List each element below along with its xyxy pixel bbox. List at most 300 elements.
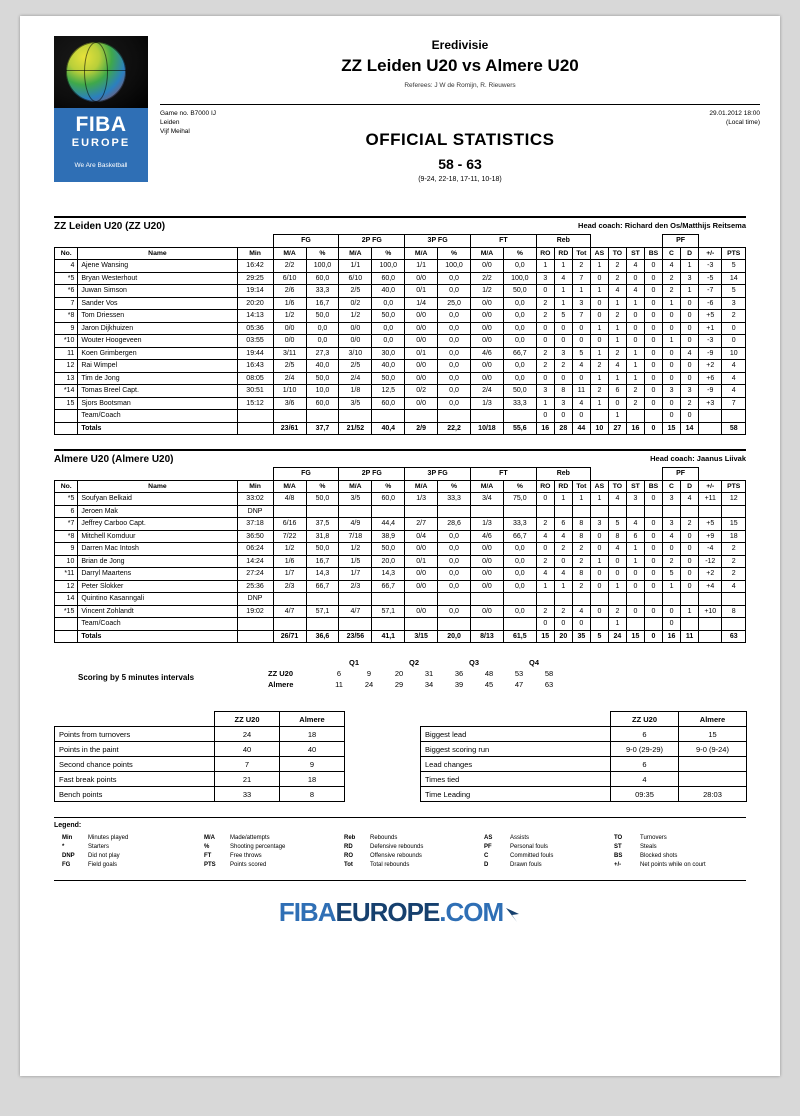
- stat-cell: 33,3: [503, 518, 536, 531]
- stat-cell: 2: [722, 310, 746, 323]
- legend-desc: Points scored: [230, 862, 267, 868]
- stat-cell: [372, 593, 405, 606]
- stat-cell: 0: [644, 347, 662, 360]
- interval-value: 36: [454, 669, 464, 678]
- table-row: [55, 727, 345, 742]
- stat-label: Biggest scoring run: [421, 742, 611, 757]
- footer-com: .COM: [439, 897, 504, 927]
- stat-cell: 0: [536, 410, 554, 423]
- stat-cell: 0: [572, 322, 590, 335]
- stat-cell: 0: [681, 580, 699, 593]
- player-number: [55, 618, 78, 631]
- stat-cell: 4/6: [471, 347, 504, 360]
- home-team-section: [54, 216, 746, 435]
- stat-cell: 0/0: [405, 397, 438, 410]
- stat-cell: 3: [536, 385, 554, 398]
- stat-cell: 05:36: [237, 322, 273, 335]
- legend-desc: Made/attempts: [230, 835, 270, 841]
- stat-cell: 03:55: [237, 335, 273, 348]
- stat-cell: 0: [626, 335, 644, 348]
- stat-cell: 1: [554, 285, 572, 298]
- stat-cell: 0: [663, 360, 681, 373]
- stat-cell: 3: [681, 385, 699, 398]
- referees-line: Referees: J W de Romijn, R. Rieuwers: [404, 82, 516, 89]
- group-fg: FG: [273, 235, 339, 248]
- totals-cell: 20: [554, 630, 572, 643]
- stat-cell: 0: [536, 543, 554, 556]
- player-name: Bryan Westerhout: [78, 272, 237, 285]
- table-row: [55, 397, 746, 410]
- group-reb: Reb: [536, 235, 590, 248]
- stat-cell: 2: [608, 347, 626, 360]
- player-name: Brian de Jong: [78, 555, 237, 568]
- stat-cell: 2: [681, 518, 699, 531]
- game-venue: Vijf Meihal: [160, 128, 190, 135]
- stat-cell: 40,0: [372, 285, 405, 298]
- stat-cell: 0: [608, 397, 626, 410]
- stat-cell: 2: [554, 605, 572, 618]
- table-row: [421, 727, 747, 742]
- stat-cell: 1/6: [273, 555, 306, 568]
- legend-entry: [62, 834, 128, 843]
- stat-cell: 0: [590, 310, 608, 323]
- legend-key: BS: [614, 853, 623, 859]
- totals-cell: 40,4: [372, 422, 405, 435]
- stat-cell: 1: [590, 555, 608, 568]
- totals-cell: 35: [572, 630, 590, 643]
- stat-value: 18: [280, 772, 345, 787]
- away-team-header: [54, 449, 746, 465]
- legend-entry: [484, 843, 553, 852]
- stat-cell: 1/2: [273, 310, 306, 323]
- legend-entry: [344, 843, 423, 852]
- stat-cell: 0/0: [471, 568, 504, 581]
- stat-cell: 1/2: [339, 543, 372, 556]
- stat-cell: 0/1: [405, 285, 438, 298]
- stat-cell: 0: [681, 555, 699, 568]
- totals-cell: 23/56: [339, 630, 372, 643]
- stat-cell: 4: [722, 580, 746, 593]
- col-ft-pct: %: [503, 480, 536, 493]
- stat-cell: 31,8: [306, 530, 339, 543]
- totals-cell: 55,6: [503, 422, 536, 435]
- legend-desc: Field goals: [88, 862, 118, 868]
- team-comparison-left: [54, 711, 344, 802]
- legend-column-5: [614, 834, 706, 870]
- interval-value: 53: [514, 669, 524, 678]
- stat-cell: 0: [644, 518, 662, 531]
- stat-cell: 0/0: [471, 360, 504, 373]
- stat-cell: 4: [663, 260, 681, 273]
- stat-cell: 3: [663, 518, 681, 531]
- stat-cell: [644, 618, 662, 631]
- match-title: ZZ Leiden U20 vs Almere U20: [341, 56, 579, 75]
- interval-value: 48: [484, 669, 494, 678]
- stat-cell: 0,0: [503, 555, 536, 568]
- stat-cell: 0: [590, 568, 608, 581]
- stat-cell: 66,7: [503, 347, 536, 360]
- stat-cell: 2: [663, 272, 681, 285]
- legend-entry: [614, 834, 706, 843]
- player-name: Koen Grimbergen: [78, 347, 237, 360]
- col-fg-ma: M/A: [273, 480, 306, 493]
- stat-cell: 0: [536, 372, 554, 385]
- totals-cell: 3/15: [405, 630, 438, 643]
- stat-cell: [339, 410, 372, 423]
- mini-head-team: ZZ U20: [215, 712, 280, 727]
- stat-cell: 1/2: [339, 310, 372, 323]
- stat-cell: 4: [608, 493, 626, 506]
- stat-cell: 6/16: [273, 518, 306, 531]
- stat-cell: 19:14: [237, 285, 273, 298]
- stat-cell: 60,0: [306, 397, 339, 410]
- player-number: 4: [55, 260, 78, 273]
- stat-cell: 16,7: [306, 555, 339, 568]
- stat-cell: [372, 505, 405, 518]
- stat-cell: 4: [536, 530, 554, 543]
- stat-cell: 3/5: [339, 493, 372, 506]
- interval-value: 47: [514, 680, 524, 689]
- stat-cell: 1/3: [405, 493, 438, 506]
- group-2pfg: 2P FG: [339, 235, 405, 248]
- stat-cell: 100,0: [438, 260, 471, 273]
- legend-column-4: [484, 834, 553, 870]
- interval-value: 39: [454, 680, 464, 689]
- stat-cell: -3: [699, 260, 722, 273]
- stat-cell: [438, 505, 471, 518]
- stat-cell: 15: [722, 518, 746, 531]
- legend-column-3: [344, 834, 423, 870]
- scoring-intervals-section: [54, 657, 746, 703]
- stat-cell: [471, 410, 504, 423]
- stat-cell: 1: [590, 493, 608, 506]
- stat-cell: +1: [699, 322, 722, 335]
- stat-cell: [681, 593, 699, 606]
- stat-cell: 3/5: [339, 397, 372, 410]
- stat-value: 24: [215, 727, 280, 742]
- legend-key: FG: [62, 862, 71, 868]
- stat-cell: [339, 505, 372, 518]
- stat-cell: [626, 618, 644, 631]
- stat-value: 33: [215, 787, 280, 802]
- table-row: [55, 568, 746, 581]
- stat-cell: 0/0: [405, 568, 438, 581]
- final-score: 58 - 63: [438, 156, 482, 172]
- col-ft-ma: M/A: [471, 480, 504, 493]
- player-number: *6: [55, 285, 78, 298]
- totals-cell: 0: [644, 422, 662, 435]
- stat-cell: 20,0: [372, 555, 405, 568]
- col-d: D: [681, 247, 699, 260]
- stat-cell: 2/6: [273, 285, 306, 298]
- stat-cell: 2: [663, 555, 681, 568]
- stat-cell: 3: [663, 385, 681, 398]
- stat-cell: [438, 410, 471, 423]
- stat-cell: 8: [554, 385, 572, 398]
- stat-value: 6: [611, 727, 679, 742]
- stat-cell: 0,0: [438, 580, 471, 593]
- stat-cell: 0: [608, 555, 626, 568]
- legend-key: ST: [614, 844, 622, 850]
- totals-cell: 41,1: [372, 630, 405, 643]
- stat-cell: 5: [722, 260, 746, 273]
- stat-cell: 1: [626, 372, 644, 385]
- legend-entry: [204, 852, 285, 861]
- stat-cell: 0/0: [273, 322, 306, 335]
- legend-key: Min: [62, 835, 73, 841]
- game-datetime: [709, 109, 760, 127]
- stat-cell: 7: [572, 310, 590, 323]
- stat-cell: 0,0: [438, 530, 471, 543]
- stat-cell: 4: [626, 285, 644, 298]
- header-divider: [160, 104, 760, 105]
- legend-key: AS: [484, 835, 493, 841]
- stat-value: 40: [215, 742, 280, 757]
- col-name: Name: [78, 247, 237, 260]
- stat-cell: 0: [663, 372, 681, 385]
- legend-title: Legend:: [54, 822, 82, 829]
- stat-cell: -9: [699, 385, 722, 398]
- stat-cell: [699, 618, 722, 631]
- stat-cell: 4: [722, 385, 746, 398]
- stat-cell: 7: [722, 397, 746, 410]
- player-name: Peter Slokker: [78, 580, 237, 593]
- stat-cell: 0: [626, 568, 644, 581]
- stat-cell: 0,0: [438, 360, 471, 373]
- stat-cell: [554, 593, 572, 606]
- player-number: *10: [55, 335, 78, 348]
- table-row: [55, 605, 746, 618]
- home-team-name: ZZ Leiden U20 (ZZ U20): [54, 221, 166, 232]
- stat-label: Points in the paint: [55, 742, 215, 757]
- player-number: 12: [55, 360, 78, 373]
- group-ft: FT: [471, 235, 537, 248]
- quarter-label: Q2: [408, 658, 419, 667]
- stat-cell: 0,0: [438, 555, 471, 568]
- totals-cell: [699, 630, 722, 643]
- col-st: ST: [626, 247, 644, 260]
- stat-cell: 2: [590, 360, 608, 373]
- stat-cell: 0/0: [273, 335, 306, 348]
- table-row: [55, 347, 746, 360]
- table-row: [55, 505, 746, 518]
- stat-cell: 2: [572, 543, 590, 556]
- stat-cell: 2/2: [471, 272, 504, 285]
- stat-value: 21: [215, 772, 280, 787]
- legend-desc: Drawn fouls: [510, 862, 542, 868]
- stat-value: [679, 772, 747, 787]
- legend-entry: [62, 843, 128, 852]
- player-number: *8: [55, 530, 78, 543]
- stat-cell: 0: [644, 372, 662, 385]
- table-row: [421, 742, 747, 757]
- legend-column-1: [62, 834, 128, 870]
- legend-key: +/-: [614, 862, 622, 868]
- stat-cell: 1: [554, 580, 572, 593]
- stat-cell: [608, 505, 626, 518]
- stat-cell: 1/3: [471, 518, 504, 531]
- stat-cell: 1: [590, 260, 608, 273]
- stat-cell: 66,7: [306, 580, 339, 593]
- stat-cell: 0: [572, 372, 590, 385]
- col-as: AS: [590, 480, 608, 493]
- col-no: No.: [55, 480, 78, 493]
- stat-cell: 1: [536, 260, 554, 273]
- interval-value: 58: [544, 669, 554, 678]
- player-number: 10: [55, 555, 78, 568]
- stat-cell: -12: [699, 555, 722, 568]
- stat-cell: 0: [681, 322, 699, 335]
- player-name: Tomas Breel Capt.: [78, 385, 237, 398]
- player-number: 14: [55, 593, 78, 606]
- table-row: [55, 322, 746, 335]
- legend-entry: [484, 834, 553, 843]
- stat-cell: 0: [608, 568, 626, 581]
- stat-cell: -5: [699, 272, 722, 285]
- col-fg-ma: M/A: [273, 247, 306, 260]
- player-name: Team/Coach: [78, 410, 237, 423]
- interval-value: 31: [424, 669, 434, 678]
- legend-key: D: [484, 862, 489, 868]
- left-stats-table: [54, 711, 345, 802]
- totals-cell: 10: [590, 422, 608, 435]
- stat-cell: [722, 618, 746, 631]
- stat-cell: 0/1: [405, 555, 438, 568]
- stat-cell: 25:36: [237, 580, 273, 593]
- footer-fiba: FIBA: [278, 897, 336, 927]
- stat-cell: 1/7: [273, 568, 306, 581]
- player-name: Tim de Jong: [78, 372, 237, 385]
- stat-cell: [572, 593, 590, 606]
- stat-cell: 0: [644, 397, 662, 410]
- stat-cell: 0/0: [471, 260, 504, 273]
- stat-cell: 1: [572, 493, 590, 506]
- totals-cell: 11: [681, 630, 699, 643]
- stat-cell: 0,0: [438, 347, 471, 360]
- stat-cell: 0,0: [372, 322, 405, 335]
- stat-cell: 3: [681, 272, 699, 285]
- interval-row: [264, 668, 564, 679]
- legend-entry: [344, 852, 423, 861]
- stat-cell: 6: [626, 530, 644, 543]
- group-3pfg: 3P FG: [405, 468, 471, 481]
- stat-cell: [471, 618, 504, 631]
- quarter-label: Q1: [348, 658, 359, 667]
- stat-cell: 0,0: [503, 322, 536, 335]
- stat-label: Times tied: [421, 772, 611, 787]
- totals-cell: 20,0: [438, 630, 471, 643]
- stat-cell: 1: [626, 297, 644, 310]
- stat-cell: 1: [608, 372, 626, 385]
- legend-key: TO: [614, 835, 623, 841]
- mini-head-blank: [421, 712, 611, 727]
- totals-cell: [55, 630, 78, 643]
- table-row: [55, 372, 746, 385]
- stat-cell: 44,4: [372, 518, 405, 531]
- stat-cell: 2: [590, 385, 608, 398]
- stat-cell: [372, 618, 405, 631]
- stat-cell: 0: [722, 322, 746, 335]
- stat-cell: 3/10: [339, 347, 372, 360]
- stat-cell: 0: [590, 297, 608, 310]
- stat-cell: 0: [644, 360, 662, 373]
- stat-cell: 0: [644, 580, 662, 593]
- stat-cell: 15:12: [237, 397, 273, 410]
- stat-label: Second chance points: [55, 757, 215, 772]
- stat-cell: 50,0: [306, 493, 339, 506]
- stat-cell: 0: [572, 335, 590, 348]
- totals-cell: 21/52: [339, 422, 372, 435]
- stat-cell: 1: [608, 618, 626, 631]
- stat-cell: 2: [536, 605, 554, 618]
- totals-cell: 36,6: [306, 630, 339, 643]
- stat-cell: 0/0: [405, 335, 438, 348]
- col-c: C: [663, 247, 681, 260]
- stat-cell: 2: [608, 260, 626, 273]
- col-d: D: [681, 480, 699, 493]
- stat-cell: 0,0: [438, 272, 471, 285]
- totals-cell: 8/13: [471, 630, 504, 643]
- stat-cell: [626, 410, 644, 423]
- legend-desc: Rebounds: [370, 835, 398, 841]
- mini-head-blank: [55, 712, 215, 727]
- stat-cell: 4: [536, 568, 554, 581]
- col-3p-ma: M/A: [405, 247, 438, 260]
- stat-cell: 0/2: [339, 297, 372, 310]
- stat-cell: 2/5: [273, 360, 306, 373]
- stat-cell: [503, 593, 536, 606]
- legend-key: Reb: [344, 835, 356, 841]
- stat-cell: 0: [644, 568, 662, 581]
- stat-cell: 100,0: [372, 260, 405, 273]
- stat-cell: 14,3: [372, 568, 405, 581]
- stat-cell: 4: [663, 530, 681, 543]
- stat-cell: 37:18: [237, 518, 273, 531]
- stat-cell: 2/7: [405, 518, 438, 531]
- stat-cell: [405, 505, 438, 518]
- stat-cell: 0: [663, 397, 681, 410]
- stat-cell: 0: [663, 605, 681, 618]
- group-3pfg: 3P FG: [405, 235, 471, 248]
- table-row: [421, 787, 747, 802]
- stat-cell: 0: [554, 335, 572, 348]
- stat-cell: 37,5: [306, 518, 339, 531]
- stat-cell: 0/0: [471, 335, 504, 348]
- stat-cell: 0: [663, 618, 681, 631]
- legend-key: *: [62, 844, 65, 850]
- player-number: 11: [55, 347, 78, 360]
- stat-cell: 27:24: [237, 568, 273, 581]
- stat-cell: 11: [572, 385, 590, 398]
- home-group-header-row: [55, 235, 746, 248]
- stat-cell: 0,0: [503, 543, 536, 556]
- stat-cell: 19:44: [237, 347, 273, 360]
- stat-cell: 3: [663, 493, 681, 506]
- stat-cell: 4: [722, 372, 746, 385]
- stat-cell: 7: [572, 272, 590, 285]
- legend-key: FT: [204, 853, 212, 859]
- stat-cell: [405, 618, 438, 631]
- stat-cell: 0/0: [471, 580, 504, 593]
- col-to: TO: [608, 247, 626, 260]
- stat-cell: 0,0: [438, 285, 471, 298]
- player-number: 6: [55, 505, 78, 518]
- stat-cell: 2/3: [273, 580, 306, 593]
- stat-cell: 1: [626, 360, 644, 373]
- stat-cell: 50,0: [372, 543, 405, 556]
- stat-cell: 60,0: [372, 397, 405, 410]
- footer-brand: [20, 897, 780, 928]
